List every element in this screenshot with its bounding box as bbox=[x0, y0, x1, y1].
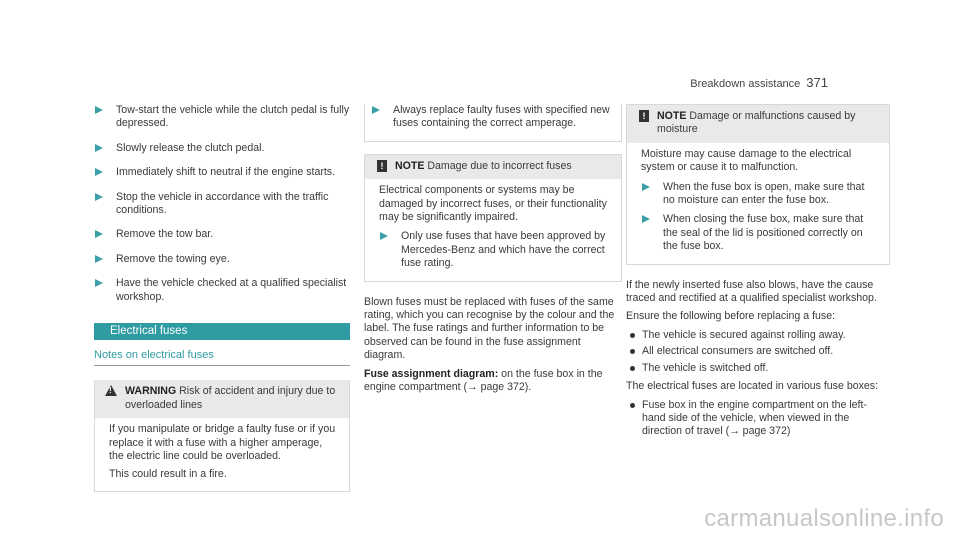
step-item: Only use fuses that have been approved by Mercedes-Benz and which have the correct fuse rating. bbox=[379, 230, 611, 270]
watermark-text: carmanualsonline.info bbox=[704, 504, 944, 532]
arrow-right-icon bbox=[95, 279, 103, 287]
step-item: When closing the fuse box, make sure that the seal of the lid is positioned correctly on the fuse box. bbox=[641, 213, 879, 253]
arrow-right-icon bbox=[95, 193, 103, 201]
note-title: Damage or malfunctions caused by moisture bbox=[657, 110, 856, 136]
warning-triangle-icon bbox=[105, 385, 117, 396]
column-2 bbox=[364, 104, 622, 400]
list-item: All electrical consumers are switched off. bbox=[626, 345, 890, 358]
exclamation-icon: ! bbox=[377, 160, 387, 172]
bullet-icon bbox=[630, 403, 635, 408]
note-paragraph: Moisture may cause damage to the electrical system or cause it to malfunction. bbox=[641, 147, 852, 174]
warning-body bbox=[95, 418, 349, 491]
step-item: Remove the towing eye. bbox=[94, 253, 350, 266]
list-item: Fuse box in the engine compartment on the left-hand side of the vehicle, when viewed in the direction of travel (→ page 372) bbox=[626, 399, 890, 439]
list-item: The vehicle is switched off. bbox=[626, 362, 890, 375]
note-body bbox=[365, 179, 621, 280]
header-section-title: Breakdown assistance bbox=[690, 78, 801, 90]
list-item: The vehicle is secured against rolling away. bbox=[626, 329, 890, 342]
note-body bbox=[627, 143, 889, 264]
step-item: Tow-start the vehicle while the clutch pedal is fully depressed. bbox=[94, 104, 350, 131]
note-box bbox=[626, 104, 890, 265]
term-label: Fuse assignment diagram: bbox=[364, 367, 499, 380]
note-box bbox=[364, 154, 622, 282]
note-header bbox=[365, 155, 621, 179]
warning-title: Risk of accident and injury due to overloaded lines bbox=[125, 385, 336, 411]
step-box bbox=[364, 104, 622, 142]
note-title: Damage due to incorrect fuses bbox=[427, 159, 572, 172]
arrow-right-icon bbox=[642, 215, 650, 223]
bullet-list bbox=[626, 399, 890, 439]
column-1 bbox=[94, 104, 350, 492]
step-item: Always replace faulty fuses with specified new fuses containing the correct amperage. bbox=[371, 104, 613, 131]
page-number: 371 bbox=[806, 75, 828, 90]
step-item: Immediately shift to neutral if the engine starts. bbox=[94, 166, 350, 179]
warning-keyword: WARNING bbox=[125, 385, 177, 398]
step-item: Stop the vehicle in accordance with the traffic conditions. bbox=[94, 191, 350, 218]
arrow-right-icon bbox=[95, 144, 103, 152]
note-paragraph: Electrical components or systems may be damaged by incorrect fuses, or their functionality may be significantly impaired. bbox=[379, 184, 607, 224]
bullet-list bbox=[626, 329, 890, 375]
step-item: Have the vehicle checked at a qualified specialist workshop. bbox=[94, 277, 350, 304]
body-paragraph: If the newly inserted fuse also blows, have the cause traced and rectified at a qualified specialist workshop. bbox=[626, 278, 877, 305]
warning-paragraph: This could result in a fire. bbox=[109, 467, 227, 480]
column-3 bbox=[626, 104, 890, 444]
note-header bbox=[627, 105, 889, 143]
step-item: Slowly release the clutch pedal. bbox=[94, 142, 350, 155]
step-item: Remove the tow bar. bbox=[94, 228, 350, 241]
note-keyword: NOTE bbox=[657, 110, 687, 122]
arrow-right-icon bbox=[642, 183, 650, 191]
arrow-right-icon bbox=[95, 106, 103, 114]
arrow-right-icon bbox=[95, 168, 103, 176]
exclamation-icon: ! bbox=[639, 110, 649, 122]
bullet-icon bbox=[630, 333, 635, 338]
arrow-right-icon bbox=[95, 255, 103, 263]
step-item: When the fuse box is open, make sure that no moisture can enter the fuse box. bbox=[641, 181, 879, 208]
note-keyword: NOTE bbox=[395, 159, 425, 172]
body-paragraph: Ensure the following before replacing a fuse: bbox=[626, 310, 836, 323]
warning-paragraph: If you manipulate or bridge a faulty fuse or if you replace it with a fuse with a higher amperage, the electric line could be overloaded. bbox=[109, 423, 336, 463]
warning-header bbox=[95, 380, 349, 418]
body-paragraph: Blown fuses must be replaced with fuses of the same rating, which you can recognise by the colour and the label. The fuse ratings and further information to be observed can be found in the fuse assignment diagram. bbox=[364, 295, 615, 362]
subsection-title: Notes on electrical fuses bbox=[94, 349, 350, 366]
arrow-right-icon bbox=[372, 106, 380, 114]
body-paragraph: The electrical fuses are located in various fuse boxes: bbox=[626, 380, 879, 393]
bullet-icon bbox=[630, 349, 635, 354]
arrow-right-icon bbox=[380, 232, 388, 240]
bullet-icon bbox=[630, 366, 635, 371]
body-paragraph: Fuse assignment diagram: on the fuse box in the engine compartment (→ page 372). bbox=[364, 367, 603, 394]
section-title-bar: Electrical fuses bbox=[94, 323, 350, 340]
arrow-right-icon bbox=[95, 230, 103, 238]
page-header bbox=[690, 76, 828, 91]
warning-box bbox=[94, 380, 350, 491]
